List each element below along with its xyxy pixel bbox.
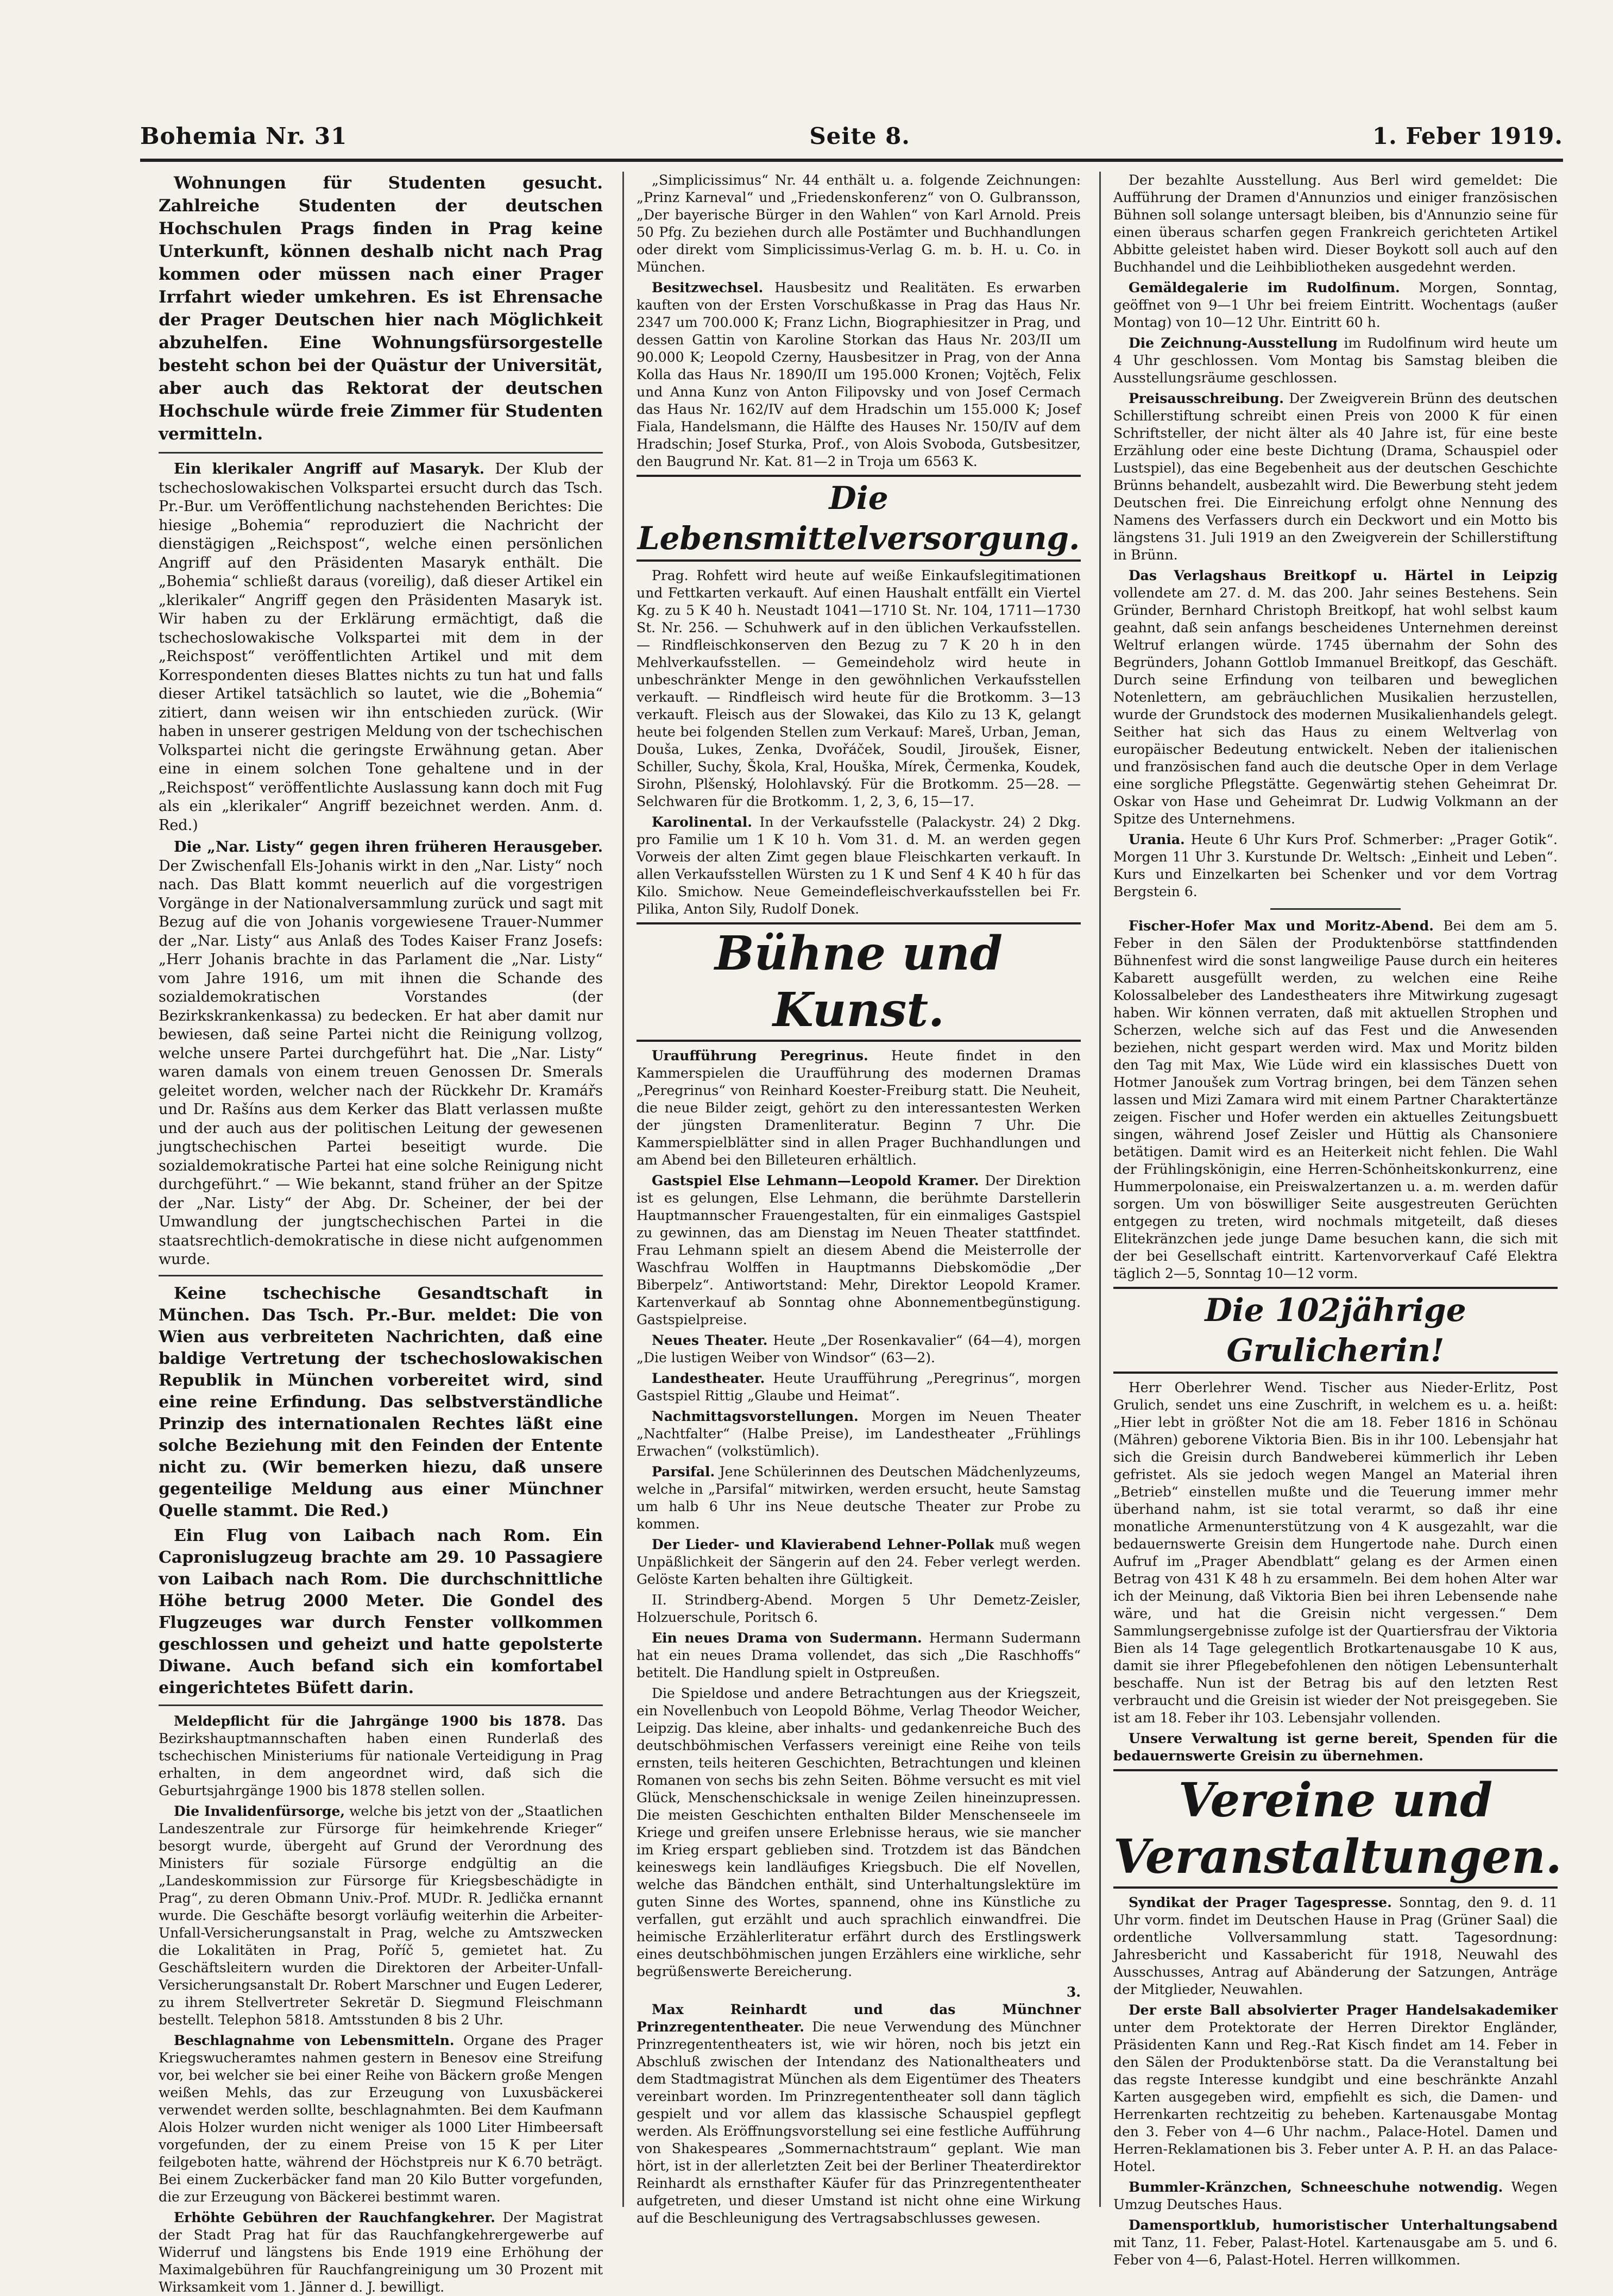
- article-press-syndicate: [1113, 1894, 1558, 1998]
- article-body: Der Magistrat der Stadt Prag hat für das Rauchfangkehrergewerbe auf Widerruf und längstens bis Ende 1919 eine Erhöhung der Maximalgebühren für Rauchfangreinigung um 30 Prozent mit Wirksamkeit vom 1. Jänner d. J. bewilligt.: [159, 2209, 603, 2295]
- masthead-date: 1. Feber 1919.: [1372, 122, 1563, 149]
- masthead-page-number: Seite 8.: [809, 122, 910, 149]
- article-body: Das Bezirkshauptmannschaften haben einen Runderlaß des tschechischen Ministeriums für nationale Verteidigung in Prag erhalten, in dem angeordnet wird, daß sich die Geburtsjahrgänge 1900 bis 1878 stellen sollen.: [159, 1713, 603, 1798]
- article-body: Heute findet in den Kammerspielen die Uraufführung des modernen Dramas „Peregrinus“ von Reinhard Koester-Freiburg statt. Die Neuheit, die neue Bilder zeigt, gehört zu den interessantesten Werken der jüngsten Dramenliteratur. Beginn 7 Uhr. Die Kammerspielblätter sind in allen Prager Buchhandlungen und am Abend bei den Billeteuren erhältlich.: [637, 1048, 1081, 1168]
- article-academy-ball: [1113, 2002, 1558, 2175]
- article-headline: Nachmittagsvorstellungen.: [652, 1408, 859, 1424]
- column-right: [1113, 172, 1562, 2268]
- section-heading-food-supply: Die Lebensmittelversorgung.: [637, 475, 1081, 562]
- article-donation-note: Unsere Verwaltung ist gerne bereit, Spenden für die bedauernswerte Greisin zu übernehmen.: [1113, 1731, 1558, 1764]
- article-annunzio-boycott: Der bezahlte Ausstellung. Aus Berl wird gemeldet: Die Aufführung der Dramen d'Annunzios und einiger französischen Bühnen soll solange untersagt bleiben, bis d'Annunzio seine für einen überaus scharfen gegen Frankreich gerichteten Artikel Abbitte geleistet haben wird. Dieser Boykott soll auch auf den Buchhandel und die Leihbibliotheken ausgedehnt werden.: [1113, 172, 1558, 275]
- article-headline: Meldepflicht für die Jahrgänge 1900 bis 1878.: [174, 1713, 566, 1729]
- article-exhibition-closing: [1113, 335, 1558, 387]
- article-headline: Die Invalidenfürsorge,: [174, 1803, 345, 1819]
- column-divider: [622, 172, 624, 2207]
- article-parsifal: [637, 1463, 1081, 1533]
- article-headline: Syndikat der Prager Tagespresse.: [1129, 1895, 1392, 1910]
- article-body: im Rudolfinum wird heute um 4 Uhr geschlossen. Vom Montag bis Samstag bleiben die Ausstellungsräume geschlossen.: [1113, 335, 1558, 386]
- article-headline: Urania.: [1129, 832, 1185, 847]
- article-headline: Gastspiel Else Lehmann—Leopold Kramer.: [652, 1173, 979, 1188]
- masthead-rule: [140, 159, 1563, 162]
- article-body: Der Direktion ist es gelungen, Else Lehmann, die berühmte Darstellerin Hauptmannscher Frauengestalten, für ein einmaliges Gastspiel zu gewinnen, das am Dienstag im Neuen Theater stattfindet. Frau Lehmann spielt an diesem Abend die Meisterrolle der Waschfrau Wolffen in Hauptmanns Diebskomödie „Der Biberpelz“. Antiwortstand: Mehr, Direktor Leopold Kramer. Kartenverkauf ab Sonntag ohne Abonnementbegünstigung. Gastspielpreise.: [637, 1173, 1081, 1328]
- article-headline: Die „Nar. Listy“ gegen ihren früheren Herausgeber.: [174, 839, 603, 856]
- article-invalid-care: [159, 1803, 603, 2029]
- article-body: Sonntag, den 9. d. 11 Uhr vorm. findet im Deutschen Hause in Prag (Grüner Saal) die ordentliche Vollversammlung statt. Tagesordnung: Jahresbericht und Kassabericht für 1918, Neuwahl des Ausschusses, Antrag auf Abänderung der Satzungen, Anträge der Mitglieder, Neuwahlen.: [1113, 1895, 1558, 1997]
- article-body: muß wegen Unpäßlichkeit der Sängerin auf den 24. Feber verlegt werden. Gelöste Karten behalten ihre Gültigkeit.: [637, 1537, 1081, 1587]
- article-headline: Ein klerikaler Angriff auf Masaryk.: [174, 461, 485, 477]
- article-body: welche bis jetzt von der „Staatlichen Landeszentrale zur Fürsorge für heimkehrende Krieger“ besorgt wurde, übergeht auf Grund der Verordnung des Ministers für soziale Fürsorge endgültig an die „Landeskommission zur Fürsorge für Kriegsbeschädigte in Prag“, zu deren Obmann Univ.-Prof. MUDr. R. Jedlička ernannt wurde. Die Geschäfte besorgt vorläufig weiterhin die Arbeiter-Unfall-Versicherungsanstalt in Prag, welche zu Amtszwecken die Lokalitäten in Prag, Poříč 5, gemietet hat. Zu Geschäftsleitern wurden die Direktoren der Arbeiter-Unfall-Versicherungsanstalt Dr. Robert Marschner und Eugen Lederer, zu ihrem Stellvertreter Sekretär D. Siegmund Fleischmann bestellt. Telephon 5818. Amtsstunden 8 bis 2 Uhr.: [159, 1803, 603, 2028]
- column-left: [159, 172, 603, 2295]
- article-headline: Beschlagnahme von Lebensmitteln.: [174, 2032, 455, 2048]
- article-peregrinus: [637, 1047, 1081, 1169]
- article-body: Der Klub der tschechoslowakischen Volkspartei ersucht durch das Tsch. Pr.-Bur. um Veröffentlichung nachstehenden Berichtes: Die hiesige „Bohemia“ reproduziert die Nachricht der dienstägigen „Reichspost“, welche einen persönlichen Angriff auf den Präsidenten Masaryk enthält. Die „Bohemia“ schließt daraus (voreilig), daß dieser Artikel ein „klerikaler“ Angriff gegen den Präsidenten Masaryk ist. Wir haben zu der Erklärung ermächtigt, daß die tschechoslowakische Volkspartei mit dem in der „Reichspost“ veröffentlichten Artikel und mit dem Korrespondenten dieses Blattes nichts zu tun hat und falls dieser Artikel tatsächlich so lautet, wie die „Bohemia“ zitiert, dann weisen wir ihn entschieden zurück. (Wir haben in unserer gestrigen Meldung von der tschechischen Volkspartei nicht die geringste Erwähnung getan. Aber eine in einem solchen Tone gehaltene und in der „Reichspost“ veröffentlichte Auslassung kann doch mit Fug als ein „klerikaler“ Angriff bezeichnet werden. Anm. d. Red.): [159, 461, 603, 834]
- masthead: [140, 118, 1563, 153]
- article-body: In der Verkaufsstelle (Palackystr. 24) 2 Dkg. pro Familie um 1 K 10 h. Vom 31. d. M. an werden gegen Vorweis der alten Zimt gegen blaue Fleischkarten verkauft. In allen Verkaufsstellen Würsten zu 1 K und Senf 4 K 40 h für das Kilo. Smichow. Neue Gemeindefleischverkaufsstellen bei Fr. Pilika, Anton Sily, Rudolf Donek.: [637, 814, 1081, 917]
- article-headline: Erhöhte Gebühren der Rauchfangkehrer.: [174, 2209, 496, 2225]
- article-max-moritz-evening: [1113, 917, 1558, 1282]
- section-heading-stage-art: Bühne und Kunst.: [637, 922, 1081, 1042]
- article-headline: Der erste Ball absolvierter Prager Handelsakademiker: [1129, 2002, 1558, 2018]
- article-headline: Max Reinhardt und das Münchner Prinzregententheater.: [637, 2002, 1081, 2035]
- article-book-review: Die Spieldose und andere Betrachtungen aus der Kriegszeit, ein Novellenbuch von Leopold Böhme, Verlag Theodor Weicher, Leipzig. Das kleine, aber inhalts- und gedankenreiche Buch des deutschböhmischen Verfassers vereinigt eine Reihe von teils ernsten, teils heiteren Geschichten, Betrachtungen und kleinen Romanen von sechs bis zehn Seiten. Böhme versucht es mit viel Glück, Menschenschicksale in wenige Zeilen hineinzupressen. Die meisten Geschichten enthalten Bilder Menschenseele im Kriege und greifen unsere Erlebnisse heraus, wie sie mancher im Krieg erspart geblieben sind. Trotzdem ist das Bändchen keineswegs kein landläufiges Kriegsbuch. Die elf Novellen, welche das Bändchen enthält, sind Unterhaltungslektüre im guten Sinne des Wortes, spannend, ohne ins Künstliche zu verfallen, gut erzählt und auch sprachlich einwandfrei. Die heimische Erzählerliteratur erfährt durch des Erstlingswerk eines deutschböhmischen jungen Erzählers eine wirkliche, sehr begrüßenswerte Bereicherung.: [637, 1685, 1081, 1979]
- article-body: Bei dem am 5. Feber in den Sälen der Produktenbörse stattfindenden Bühnenfest wird die sonst langweilige Pause durch ein heiteres Kabarett ausgefüllt werden, zu welchen eine Reihe Kolossalbeleber des Landestheaters ihre Mitwirkung zugesagt haben. Wir können verraten, daß mit aktuellen Strophen und Scherzen, welche sich auf das Fest und die Anwesenden beziehen, nicht gespart werden wird. Max und Moritz bilden den Tag mit Max, Wie Lüde wird ein klassisches Duett von Hotmer Janoušek zum Vortrag bringen, bei dem Tänzen sehen lassen und Mizi Zamara wird mit einem Partner Charaktertänze zeigen. Fischer und Hofer werden ein aktuelles Zeitungsbuett singen, während Josef Zeisler und Hüttig als Chansoniere betätigen. Damit wird es an Heiterkeit nicht fehlen. Die Wahl der Frühlingskönigin, eine Herren-Schönheitskonkurrenz, eine Hummerpolonaise, ein Preiswalzertanzen u. a. m. werden dafür sorgen. Um von böswilliger Seite ausgestreuten Gerüchten entgegen zu treten, wird nochmals mitgeteilt, daß dieses Elitekränzchen jede junge Dame besuchen kann, die sich mit der bei Gesellschaft eintritt. Kartenvorverkauf Café Elektra täglich 2—5, Sonntag 10—12 vorm.: [1113, 918, 1558, 1281]
- article-headline: Neues Theater.: [652, 1332, 768, 1348]
- section-heading-clubs-events: Vereine und Veranstaltungen.: [1113, 1769, 1558, 1889]
- article-body: mit Tanz, 11. Feber, Palast-Hotel. Kartenausgabe am 5. und 6. Feber von 4—6, Palast-Hotel. Herren willkommen.: [1113, 2235, 1558, 2268]
- article-simplicissimus: „Simplicissimus“ Nr. 44 enthält u. a. folgende Zeichnungen: „Prinz Karneval“ und „Friedenskonferenz“ von O. Gulbransson, „Der bayerische Bürger in den Wahlen“ von Karl Arnold. Preis 50 Pfg. Zu beziehen durch alle Postämter und Buchhandlungen oder direkt vom Simplicissimus-Verlag G. m. b. H. u. Co. in München.: [637, 172, 1081, 275]
- article-divider: [159, 1275, 603, 1276]
- article-song-recital: [637, 1536, 1081, 1588]
- article-headline: Parsifal.: [652, 1464, 715, 1480]
- article-state-theater: [637, 1370, 1081, 1405]
- article-gallery-rudolfinum: [1113, 279, 1558, 331]
- article-guest-performance: [637, 1172, 1081, 1329]
- article-headline: Fischer-Hofer Max und Moritz-Abend.: [1129, 918, 1434, 934]
- article-prague-food: Prag. Rohfett wird heute auf weiße Einkaufslegitimationen und Fettkarten verkauft. Auf einen Haushalt entfällt ein Viertel Kg. zu 5 K 40 h. Neustadt 1041—1710 St. Nr. 104, 1711—1730 St. Nr. 256. — Schuhwerk auf in den üblichen Verkaufsstellen. — Rindfleischkonserven den Bezug zu 7 K 20 h in den Mehlverkaufsstellen. — Gemeindeholz wird heute in unbeschränkter Menge in den gewöhnlichen Verkaufsstellen verkauft. — Rindfleisch wird heute für die Brotkomm. 3—13 verkauft. Fleisch aus der Slowakei, das Kilo zu 13 K, gelangt heute bei folgenden Stellen zum Verkauf: Mareš, Urban, Jeman, Douša, Lukes, Zenka, Dvořáček, Soudil, Jiroušek, Eisner, Schiller, Suchy, Škola, Kral, Houška, Mírek, Čermenka, Koudek, Sirohn, Plšenský, Holohlavský. Für die Brotkomm. 25—28. — Selchwaren für die Brotkomm. 1, 2, 3, 6, 15—17.: [637, 568, 1081, 809]
- article-strindberg-evening: II. Strindberg-Abend. Morgen 5 Uhr Demetz-Zeisler, Holzuerschule, Poritsch 6.: [637, 1592, 1081, 1625]
- article-body: Organe des Prager Kriegswucheramtes nahmen gestern in Benesov eine Streifung vor, bei welcher sie bei einer Reihe von Bäckern große Mengen weißen Mehls, das zur Erzeugung von Luxusbäckerei verwendet werden sollte, beschlagnahmten. Bei dem Kaufmann Alois Holzer wurden nicht weniger als 1000 Liter Himbeersaft vorgefunden, der zu einem Preise von 15 K per Liter feilgeboten hatte, während der Höchstpreis nur K 6.70 beträgt. Bei einem Zuckerbäcker fand man 20 Kilo Butter vorgefunden, die zur Erzeugung von Bäckerei bestimmt waren.: [159, 2032, 603, 2205]
- article-body: Hermann Sudermann hat ein neues Drama vollendet, das sich „Die Raschhoffs“ betitelt. Die Handlung spielt in Ostpreußen.: [637, 1630, 1081, 1681]
- article-body: Wegen Umzug Deutsches Haus.: [1113, 2179, 1558, 2212]
- article-body: Heute „Der Rosenkavalier“ (64—4), morgen „Die lustigen Weiber von Windsor“ (63—2).: [637, 1332, 1081, 1366]
- article-student-housing: Wohnungen für Studenten gesucht. Zahlreiche Studenten der deutschen Hochschulen Prags finden in Prag keine Unterkunft, können deshalb nicht nach Prag kommen oder müssen nach einer Prager Irrfahrt wieder umkehren. Es ist Ehrensache der Prager Deutschen hier nach Möglichkeit abzuhelfen. Eine Wohnungsfürsorgestelle besteht schon bei der Quästur der Universität, aber auch das Rektorat der deutschen Hochschule würde freie Zimmer für Studenten vermitteln.: [159, 173, 603, 444]
- article-headline: Besitzwechsel.: [652, 280, 764, 295]
- article-headline: Karolinental.: [652, 814, 752, 830]
- article-body: Jene Schülerinnen des Deutschen Mädchenlyzeums, welche in „Parsifal“ mitwirken, werden ersucht, heute Samstag um halb 6 Uhr ins Neue deutsche Theater zur Probe zu kommen.: [637, 1464, 1081, 1532]
- article-no-embassy-munich: Keine tschechische Gesandtschaft in München. Das Tsch. Pr.-Bur. meldet: Die von Wien aus verbreiteten Nachrichten, daß eine baldige Vertretung der tschechoslowakischen Republik in München vorbereitet wird, sind eine reine Erfindung. Das selbstverständliche Prinzip des internationalen Rechtes läßt eine solche Beziehung mit den Feinden der Entente nicht zu. (Wir bemerken hiezu, daß unsere gegenteilige Meldung aus einer Münchner Quelle stammt. Die Red.): [159, 1284, 603, 1520]
- column-divider: [1099, 172, 1101, 2207]
- masthead-issue: Bohemia Nr. 31: [140, 122, 348, 149]
- article-headline: Ein neues Drama von Sudermann.: [652, 1630, 922, 1646]
- article-headline: Das Verlagshaus Breitkopf u. Härtel in Leipzig: [1129, 568, 1558, 583]
- article-headline: Die Zeichnung-Ausstellung: [1129, 335, 1338, 351]
- article-headline: Der Lieder- und Klavierabend Lehner-Pollak: [652, 1537, 994, 1552]
- article-karolinental: [637, 814, 1081, 918]
- article-body: Heute Uraufführung „Peregrinus“, morgen Gastspiel Rittig „Glaube und Heimat“.: [637, 1370, 1081, 1404]
- article-reinhardt-theater: [637, 2001, 1081, 2227]
- article-nar-listy: [159, 838, 603, 1269]
- article-headline: Landestheater.: [652, 1370, 765, 1386]
- article-ladies-sport-club: [1113, 2217, 1558, 2269]
- article-flight-laibach-rome: Ein Flug von Laibach nach Rom. Ein Capronislugzeug brachte am 29. 10 Passagiere von Laibach nach Rom. Die durchschnittliche Höhe betrug 2000 Meter. Die Gondel des Flugzeuges war durch Fenster vollkommen geschlossen und geheizt und hatte gepolsterte Diwane. Auch befand sich ein komfortabel eingerichtetes Büfett darin.: [159, 1526, 603, 1697]
- column-middle: [637, 172, 1081, 2226]
- article-headline: Gemäldegalerie im Rudolfinum.: [1129, 280, 1400, 295]
- article-signature: 3.: [1066, 1984, 1081, 2000]
- article-body: unter dem Protektorate der Herren Direktor Engländer, Präsidenten Kann und Reg.-Rat Kisch findet am 14. Feber in den Sälen der Produktenbörse statt. Da die Veranstaltung bei das regste Interesse kundgibt und eine beschränkte Anzahl Karten ausgegeben wird, empfiehlt es sich, die Damen- und Herrenkarten rechtzeitig zu beheben. Kartenausgabe Montag den 3. Feber von 4—6 Uhr nachm., Palace-Hotel. Damen und Herren-Reklamationen bis 3. Feber unter A. P. H. an das Palace-Hotel.: [1113, 2020, 1558, 2174]
- article-body: Heute 6 Uhr Kurs Prof. Schmerber: „Prager Gotik“. Morgen 11 Uhr 3. Kurstunde Dr. Weltsch: „Einheit und Leben“. Kurs und Einzelkarten bei Schenker und vor dem Vortrag Bergstein 6.: [1113, 832, 1558, 899]
- article-divider: [1270, 908, 1401, 910]
- article-body: Der Zwischenfall Els-Johanis wirkt in den „Nar. Listy“ noch nach. Das Blatt kommt neuerlich auf die vorgestrigen Vorgänge in der Nationalversammlung zurück und sagt mit Bezug auf die von Johanis vorgewiesene Trauer-Nummer der „Nar. Listy“ aus Anlaß des Todes Kaiser Franz Josefs: „Herr Johanis brachte in das Parlament die „Nar. Listy“ vom Jahre 1916, um mit ihnen die Schande des sozialdemokratischen Vorstandes (der Bezirkskrankenkassa) zu bedecken. Er hat aber damit nur bewiesen, daß seine Partei nicht die Reinigung vollzog, welche unsere Partei durchgeführt hat. Die „Nar. Listy“ waren damals von einem treuen Genossen Dr. Smerals geleitet worden, welcher nach der Rückkehr Dr. Kramářs und Dr. Rašíns aus dem Kerker das Blatt verlassen mußte und der auch aus der politischen Leitung der gewesenen jungtschechischen Partei beseitigt wurde. Die sozialdemokratische Partei hat eine solche Reinigung nicht durchgeführt.“ — Wie bekannt, stand früher an der Spitze der „Nar. Listy“ der Abg. Dr. Scheiner, der bei der Umwandlung der jungtschechischen Partei in die staatsrechtlich-demokratische in diese nicht aufgenommen wurde.: [159, 857, 603, 1268]
- article-registration-duty: [159, 1713, 603, 1800]
- article-headline: Bummler-Kränzchen, Schneeschuhe notwendig.: [1129, 2179, 1503, 2195]
- article-breitkopf: [1113, 567, 1558, 828]
- article-divider: [159, 452, 603, 454]
- article-headline: Preisausschreibung.: [1129, 391, 1284, 406]
- article-body: Der Zweigverein Brünn des deutschen Schillerstiftung schreibt einen Preis von 2000 K für einen Schriftsteller, der nicht älter als 40 Jahre ist, für eine beste Erzählung oder eine beste Dichtung (Drama, Schauspiel oder Lustspiel), das eine Begebenheit aus der deutschen Geschichte Brünns behandelt, ausbezahlt wird. Die Bewerbung steht jedem Deutschen frei. Die Einreichung erfolgt ohne Nennung des Namens des Verfassers durch ein Deckwort und ein Motto bis längstens 31. Juli 1919 an den Zweigverein der Schillerstiftung in Brünn.: [1113, 391, 1558, 563]
- article-body: Hausbesitz und Realitäten. Es erwarben kauften von der Ersten Vorschußkasse in Prag das Haus Nr. 2347 um 700.000 K; Franz Lichn, Biographiesitzer in Prag, und dessen Gattin von Karoline Storkan das Haus Nr. 203/II um 90.000 K; Leopold Czerny, Hausbesitzer in Prag, von der Anna Kolla das Haus Nr. 1890/II um 195.000 Kronen; Vojtěch, Felix und Anna Kunz von Anton Filipovsky und von Josef Cermach das Haus Nr. 162/IV auf dem Hradschin um 155.000 K; Josef Fiala, Handelsmann, die Hälfte des Hauses Nr. 150/IV auf dem Hradschin; Josef Sturka, Prof., von Alois Svoboda, Gutsbesitzer, den Baugrund Nr. Kat. 81—2 in Troja um 6563 K.: [637, 280, 1081, 469]
- article-matinees: [637, 1408, 1081, 1460]
- article-centenarian-body: Herr Oberlehrer Wend. Tischer aus Nieder-Erlitz, Post Grulich, sendet uns eine Zuschrift, in welchem es u. a. heißt: „Hier lebt in größter Not die am 18. Feber 1816 in Schönau (Mähren) geborene Viktoria Bien. Bis in ihr 100. Lebensjahr hat sich die Greisin durch Bandweberei kümmerlich ihr Leben gefristet. Als sie jedoch wegen Mangel an Material ihren „Betrieb“ einstellen mußte und die Teuerung immer mehr überhand nahm, ist sie total verarmt, so daß ihr eine monatliche Armenunterstützung von 4 K ausgezahlt, war die bedauernswerte Greisin dem Hungertode nahe. Durch einen Aufruf im „Prager Abendblatt“ gelang es der Armen einen Betrag von 431 K 48 h zu ersammeln. Bei dem hohen Alter war ich der Meinung, daß Viktoria Bien bei ihren Lebensende nahe wäre, und hat die Greisin nicht vergessen.“ Dem Sammlungsergebnisse zufolge ist der Quartiersfrau der Viktoria Bien als 14 Tage gelegentlich Brotkartenausgabe 10 K aus, damit sie ihrer Pflegebefohlenen den nötigen Lebensunterhalt beschaffe. Nun ist der Betrag bis auf den letzten Rest verbraucht und die Greisin ist wieder der Not preisgegeben. Sie ist am 18. Feber ihr 103. Lebensjahr vollenden.: [1113, 1380, 1558, 1726]
- article-urania: [1113, 831, 1558, 901]
- article-bummler-kraenzchen: [1113, 2179, 1558, 2213]
- article-headline: Damensportklub, humoristischer Unterhaltungsabend: [1129, 2217, 1558, 2233]
- article-body: Morgen, Sonntag, geöffnet von 9—1 Uhr bei freiem Eintritt. Wochentags (außer Montag) von 10—12 Uhr. Eintritt 60 h.: [1113, 280, 1558, 330]
- article-divider: [159, 1704, 603, 1706]
- article-headline: Uraufführung Peregrinus.: [652, 1048, 868, 1064]
- article-body: vollendete am 27. d. M. das 200. Jahr seines Bestehens. Sein Gründer, Bernhard Christoph Breitkopf, hat wohl selbst kaum geahnt, daß sein anfangs bescheidenes Unternehmen dereinst Weltruf erlangen würde. 1745 übernahm der Sohn des Begründers, Johann Gottlob Immanuel Breitkopf, das Geschäft. Durch seine Erfindung von teilbaren und beweglichen Notenlettern, am gebräuchlichen Musikalien herzustellen, wurde der Grundstock des modernen Musikalienhandels gelegt. Seither hat sich das Haus zu einem Weltverlag von europäischer Bedeutung entwickelt. Neben der italienischen und französischen fand auch die deutsche Oper in dem Verlage eine sorgliche Pflegstätte. Gegenwärtig stehen Geheimrat Dr. Oskar von Hase und Geheimrat Dr. Ludwig Volkmann an der Spitze des Unternehmens.: [1113, 585, 1558, 827]
- article-body: Die neue Verwendung des Münchner Prinzregententheaters ist, wie wir hören, noch bis jetzt ein Abschluß zwischen der Intendanz des Nationaltheaters und dem Stadtmagistrat München als dem Eigentümer des Theaters vereinbart worden. Im Prinzregententheater soll dann täglich gespielt und vor allem das klassische Schauspiel gepflegt werden. Als Eröffnungsvorstellung sei eine festliche Aufführung von Shakespeares „Sommernachtstraum“ geplant. Wie man hört, ist in der allerletzten Zeit bei der Berliner Theaterdirektor Reinhardt als ernsthafter Käufer für das Prinzregententheater aufgetreten, und dieser Umstand ist nicht ohne eine Wirkung auf die Beschleunigung des Vertragsabschlusses gewesen.: [637, 2019, 1081, 2226]
- article-prize-competition: [1113, 390, 1558, 564]
- article-property-transfer: [637, 279, 1081, 470]
- article-body: Morgen im Neuen Theater „Nachtfalter“ (Halbe Preise), im Landestheater „Frühlings Erwachen“ (volkstümlich).: [637, 1408, 1081, 1459]
- section-heading-centenarian: Die 102jährige Grulicherin!: [1113, 1287, 1558, 1374]
- article-sudermann-drama: [637, 1630, 1081, 1682]
- article-food-confiscation: [159, 2032, 603, 2206]
- article-chimney-sweep-fees: [159, 2209, 603, 2296]
- article-clerical-attack: [159, 460, 603, 835]
- article-new-theater: [637, 1332, 1081, 1367]
